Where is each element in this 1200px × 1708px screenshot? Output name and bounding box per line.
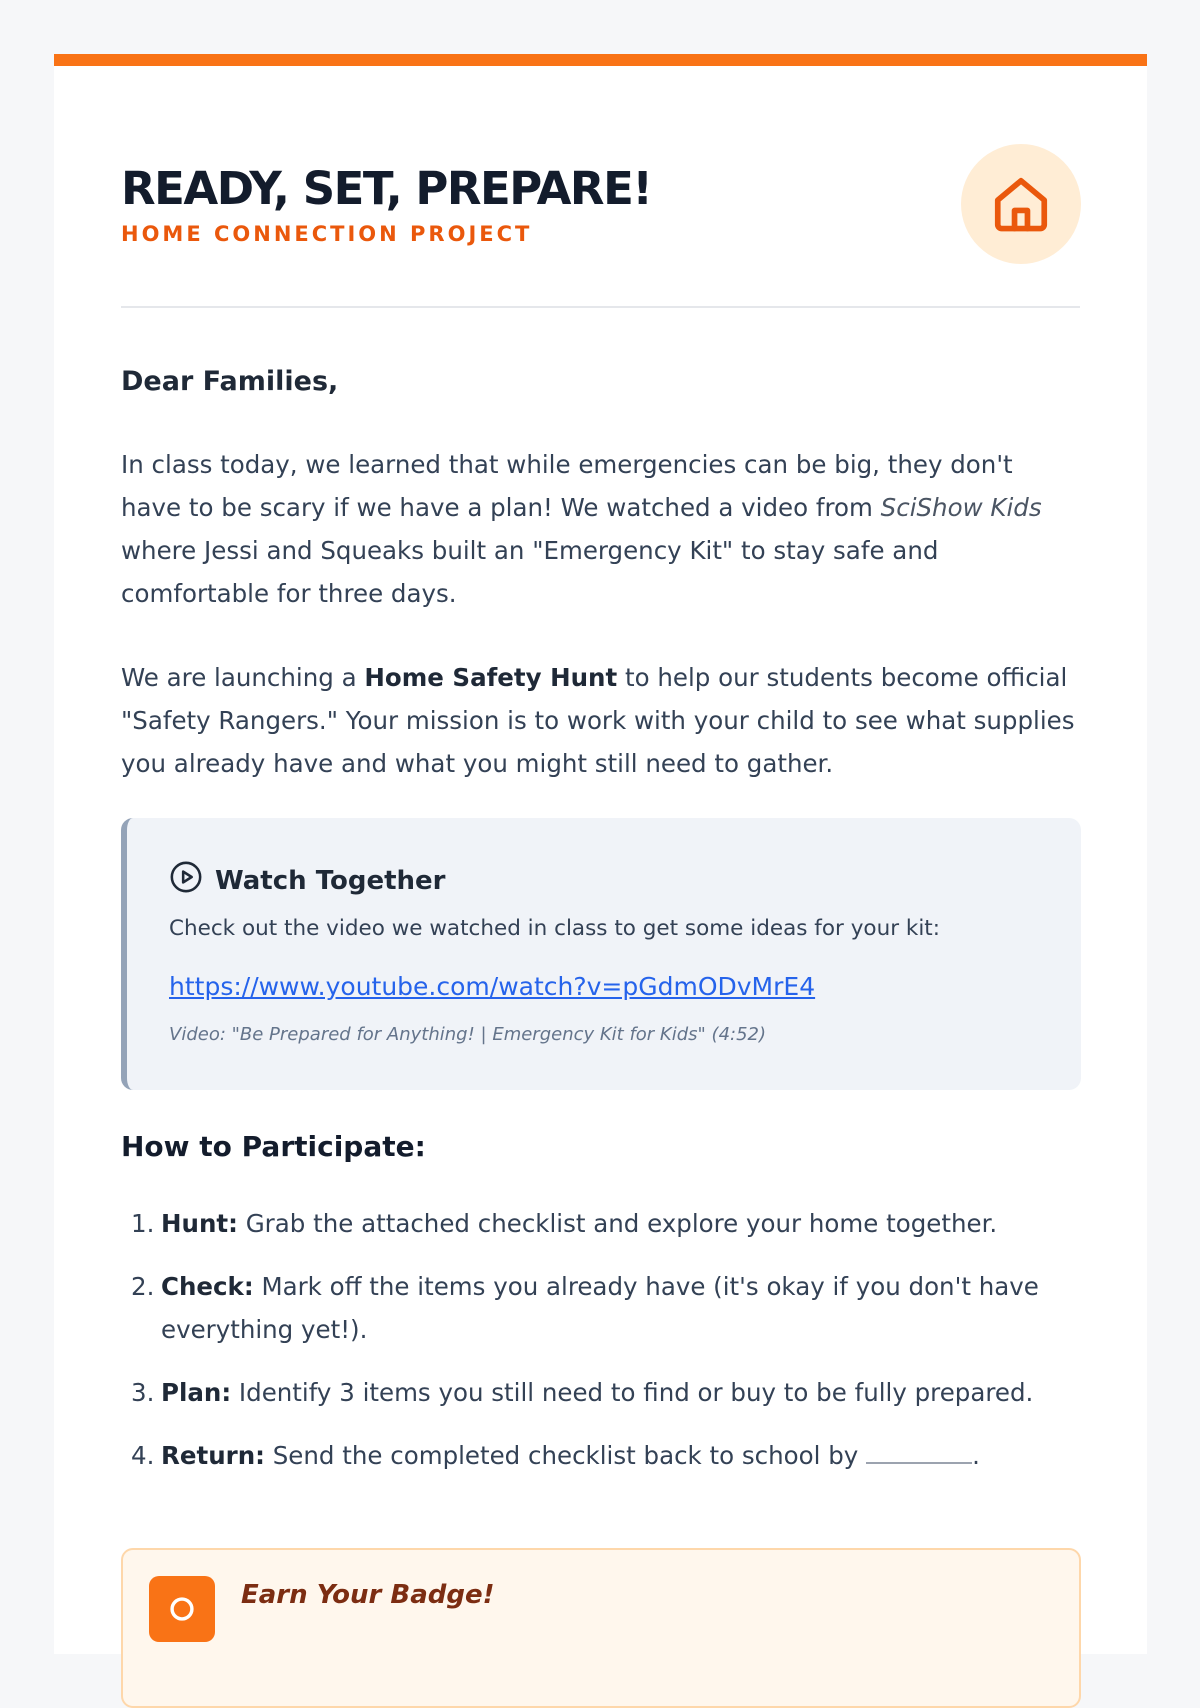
header-divider <box>121 306 1080 308</box>
participate-title: How to Participate: <box>121 1130 426 1163</box>
hunt-name: Home Safety Hunt <box>364 663 618 692</box>
watch-title: Watch Together <box>215 865 446 896</box>
return-date-blank[interactable] <box>866 1434 972 1464</box>
newsletter-card <box>54 54 1147 1654</box>
badge-icon <box>149 1576 215 1642</box>
page-subtitle: HOME CONNECTION PROJECT <box>121 222 533 246</box>
intro-paragraph: In class today, we learned that while emergencies can be big, they don't have to be scary if we have a plan! We watched a video from SciShow Kids where Jessi and Squeaks built an "Emergency Kit" to stay safe and comfortable for three days. <box>121 450 1042 608</box>
video-link[interactable]: https://www.youtube.com/watch?v=pGdmODvMrE4 <box>169 972 816 1001</box>
list-item: 2. Check: Mark off the items you already have (it's okay if you don't have everything yet!). <box>131 1272 1039 1344</box>
show-name: SciShow Kids <box>880 493 1042 522</box>
earn-badge-box <box>121 1548 1081 1708</box>
steps-list <box>121 1202 1080 1497</box>
watch-heading <box>169 860 445 901</box>
play-circle-icon <box>169 860 203 901</box>
home-icon <box>961 144 1081 264</box>
badge-title: Earn Your Badge! <box>241 1580 495 1610</box>
page-title: READY, SET, PREPARE! <box>121 162 652 215</box>
mission-paragraph: We are launching a Home Safety Hunt to help our students become official "Safety Rangers." Your mission is to work with your child to see what supplies you already have and what you might still need to gather. <box>121 663 1075 778</box>
greeting: Dear Families, <box>121 366 339 397</box>
video-caption: Video: "Be Prepared for Anything! | Emergency Kit for Kids" (4:52) <box>169 1024 767 1045</box>
list-item: 1. Hunt: Grab the attached checklist and explore your home together. <box>131 1209 998 1238</box>
list-item: 4. Return: Send the completed checklist back to school by . <box>121 1434 1080 1477</box>
watch-text: Check out the video we watched in class to get some ideas for your kit: <box>169 916 940 941</box>
watch-together-box <box>121 818 1081 1090</box>
list-item: 3. Plan: Identify 3 items you still need to find or buy to be fully prepared. <box>131 1378 1034 1407</box>
